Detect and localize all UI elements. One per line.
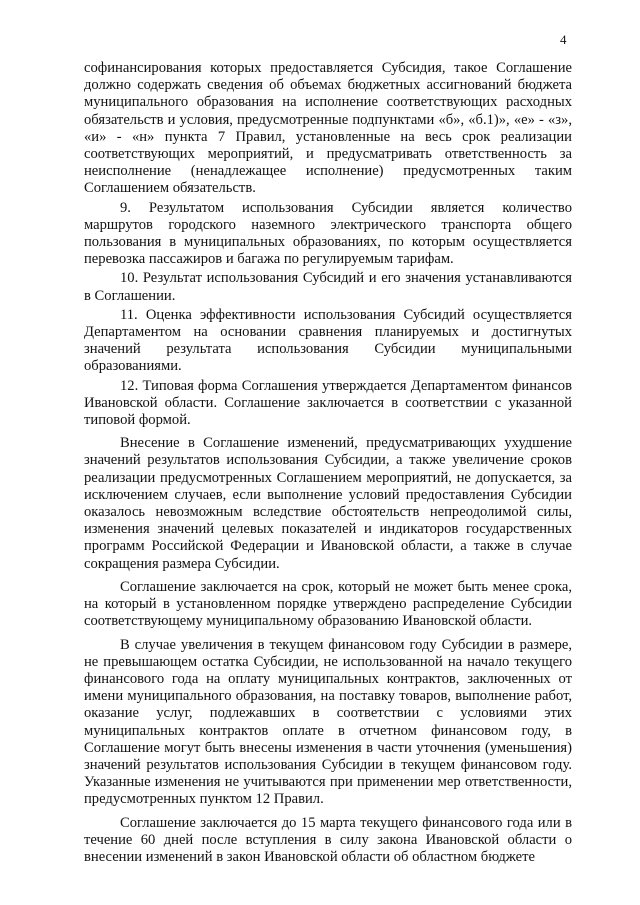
paragraph-deadline: Соглашение заключается до 15 марта текущего финансового года или в течение 60 дней после вступления в силу закона Ивановской области о внесении изменений в закон Ивановской области об областном бюджете [84,814,572,865]
page-number: 4 [560,32,567,47]
document-body [84,60,572,868]
paragraph-continuation: софинансирования которых предоставляется Субсидия, такое Соглашение должно содержать сведения об объемах бюджетных ассигнований бюджета муниципального образования на исполнение соответствующих расходных обязательств и условия, предусмотренные подпунктами «б», «б.1)», «е» - «з», «и» - «н» пункта 7 Правил, установленные на весь срок реализации соответствующих мероприятий, и предусматривать ответственность за неисполнение (ненадлежащее исполнение) предусмотренных таким Соглашением обязательств. [84,60,572,197]
paragraph-amendments: Внесение в Соглашение изменений, предусматривающих ухудшение значений результатов использования Субсидии, а также увеличение сроков реализации предусмотренных Соглашением мероприятий, не допускается, за исключением случаев, если выполнение условий предоставления Субсидии оказалось невозможным вследствие обстоятельств непреодолимой силы, изменения значений целевых показателей и индикаторов государственных программ Российской Федерации и Ивановской области, а также в случае сокращения размера Субсидии. [84,435,572,572]
paragraph-10: 10. Результат использования Субсидий и его значения устанавливаются в Соглашении. [84,270,572,304]
paragraph-12: 12. Типовая форма Соглашения утверждается Департаментом финансов Ивановской области. Соглашение заключается в соответствии с указанной типовой формой. [84,377,572,429]
paragraph-increase: В случае увеличения в текущем финансовом году Субсидии в размере, не превышающем остатка Субсидии, не использованной на начало текущего финансового года на оплату муниципальных контрактов, заключенных от имени муниципального образования, на поставку товаров, выполнение работ, оказание услуг, подлежавших в соответствии с условиями этих муниципальных контрактов оплате в отчетном финансовом году, в Соглашение могут быть внесены изменения в части уточнения (уменьшения) значений результатов использования Субсидии в текущем финансовом году. Указанные изменения не учитываются при применении мер ответственности, предусмотренных пунктом 12 Правил. [84,636,572,808]
paragraph-term: Соглашение заключается на срок, который не может быть менее срока, на который в установленном порядке утверждено распределение Субсидии соответствующему муниципальному образованию Ивановской области. [84,578,572,630]
paragraph-11: 11. Оценка эффективности использования Субсидий осуществляется Департаментом на основании сравнения планируемых и достигнутых значений результата использования Субсидии муниципальными образованиями. [84,306,572,375]
paragraph-9: 9. Результатом использования Субсидии является количество маршрутов городского наземного электрического транспорта общего пользования в муниципальных образованиях, по которым осуществляется перевозка пассажиров и багажа по регулируемым тарифам. [84,199,572,268]
